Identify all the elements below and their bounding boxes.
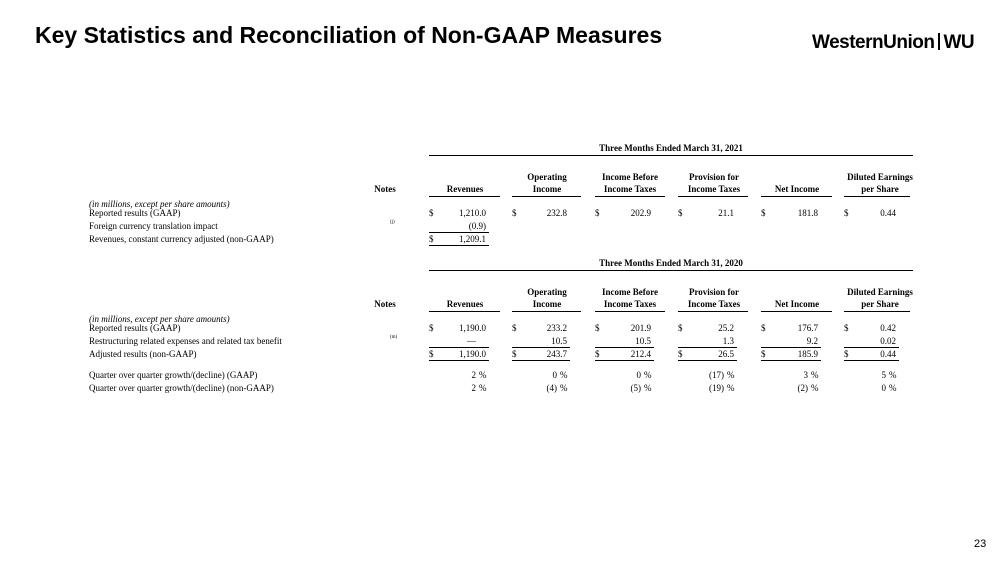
growth-value: (2) <box>797 383 808 393</box>
column-header-operating-income-line2: Income <box>532 299 562 309</box>
column-header-provision-line1: Provision for <box>688 287 740 297</box>
row-label: Restructuring related expenses and related tax benefit <box>89 336 282 346</box>
cell-underline <box>429 245 489 246</box>
column-header-provision-line2: Income Taxes <box>687 299 741 309</box>
logo-text: WesternUnion <box>812 32 935 53</box>
percent-sign: % <box>727 383 735 393</box>
currency-symbol: $ <box>595 208 600 218</box>
table-cell-value: — <box>467 336 476 346</box>
table-cell-value: 181.8 <box>797 208 818 218</box>
table-cell-value: 10.5 <box>551 336 567 346</box>
column-header-net-income: Net Income <box>774 299 820 309</box>
growth-value: 2 <box>471 370 476 380</box>
cell-underline <box>595 347 654 348</box>
table-cell-value: 1,190.0 <box>459 349 486 359</box>
growth-value: (5) <box>630 383 641 393</box>
currency-symbol: $ <box>844 208 849 218</box>
table-cell-value: 21.1 <box>718 208 734 218</box>
table-cell-value: 232.8 <box>546 208 567 218</box>
cell-underline <box>512 347 570 348</box>
row-label: Adjusted results (non-GAAP) <box>89 349 197 359</box>
table-cell-value: 202.9 <box>630 208 651 218</box>
growth-row-label: Quarter over quarter growth/(decline) (non-GAAP) <box>89 383 274 393</box>
currency-symbol: $ <box>844 323 849 333</box>
table-cell-value: 185.9 <box>797 349 818 359</box>
table-cell-value: 25.2 <box>718 323 734 333</box>
column-header-rule <box>595 196 665 197</box>
row-label: Foreign currency translation impact <box>89 221 218 231</box>
row-note: (m) <box>390 335 398 340</box>
percent-sign: % <box>644 383 652 393</box>
section-heading-rule <box>429 270 913 271</box>
currency-symbol: $ <box>429 323 434 333</box>
table-cell-value: 201.9 <box>630 323 651 333</box>
logo-mark: WU <box>943 32 975 53</box>
growth-value: (17) <box>709 370 724 380</box>
section-heading: Three Months Ended March 31, 2021 <box>599 143 743 153</box>
column-header-rule <box>761 196 832 197</box>
percent-sign: % <box>889 383 897 393</box>
cell-underline <box>761 347 821 348</box>
units-label: (in millions, except per share amounts) <box>89 199 230 209</box>
table-cell-value: 1.3 <box>722 336 734 346</box>
column-header-rule <box>678 311 748 312</box>
currency-symbol: $ <box>844 349 849 359</box>
column-header-rule <box>844 196 910 197</box>
growth-value: 0 <box>881 383 886 393</box>
column-header-revenues: Revenues <box>446 299 484 309</box>
row-note: (j) <box>390 220 395 225</box>
column-header-rule <box>429 196 500 197</box>
growth-value: (4) <box>546 383 557 393</box>
percent-sign: % <box>727 370 735 380</box>
column-header-income-before-taxes-line1: Income Before <box>601 287 659 297</box>
growth-value: 0 <box>636 370 641 380</box>
cell-underline <box>429 347 489 348</box>
cell-underline <box>429 232 489 233</box>
cell-underline <box>595 360 654 361</box>
table-cell-value: 0.44 <box>880 349 896 359</box>
column-header-revenues: Revenues <box>446 184 484 194</box>
table-cell-value: 1,190.0 <box>459 323 486 333</box>
currency-symbol: $ <box>512 208 517 218</box>
column-header-eps-line2: per Share <box>861 184 899 194</box>
column-header-income-before-taxes-line2: Income Taxes <box>603 299 657 309</box>
column-header-provision-line1: Provision for <box>688 172 740 182</box>
table-cell-value: 1,210.0 <box>459 208 486 218</box>
column-header-operating-income-line1: Operating <box>527 287 567 297</box>
growth-value: 3 <box>803 370 808 380</box>
cell-underline <box>844 360 899 361</box>
table-cell-value: 9.2 <box>806 336 818 346</box>
percent-sign: % <box>479 383 487 393</box>
column-header-rule <box>844 311 910 312</box>
units-label: (in millions, except per share amounts) <box>89 314 230 324</box>
table-cell-value: 0.02 <box>880 336 896 346</box>
cell-underline <box>678 347 737 348</box>
column-header-income-before-taxes-line1: Income Before <box>601 172 659 182</box>
cell-underline <box>678 360 737 361</box>
cell-underline <box>761 360 821 361</box>
logo-separator-icon <box>938 33 940 50</box>
column-header-eps-line1: Diluted Earnings <box>847 172 913 182</box>
currency-symbol: $ <box>512 349 517 359</box>
table-cell-value: 26.5 <box>718 349 734 359</box>
column-header-provision-line2: Income Taxes <box>687 184 741 194</box>
table-cell-value: 243.7 <box>546 349 567 359</box>
page-title: Key Statistics and Reconciliation of Non-GAAP Measures <box>35 22 663 48</box>
growth-value: 2 <box>471 383 476 393</box>
percent-sign: % <box>560 370 568 380</box>
growth-value: 0 <box>552 370 557 380</box>
currency-symbol: $ <box>429 208 434 218</box>
growth-value: (19) <box>709 383 724 393</box>
table-cell-value: 0.42 <box>880 323 896 333</box>
table-cell-value: 212.4 <box>630 349 651 359</box>
column-header-rule <box>761 311 832 312</box>
currency-symbol: $ <box>678 349 683 359</box>
column-header-rule <box>512 311 581 312</box>
table-cell-value: 176.7 <box>797 323 818 333</box>
currency-symbol: $ <box>595 323 600 333</box>
section-heading: Three Months Ended March 31, 2020 <box>599 258 743 268</box>
currency-symbol: $ <box>429 349 434 359</box>
column-header-rule <box>429 311 500 312</box>
currency-symbol: $ <box>761 208 766 218</box>
table-cell-value: 233.2 <box>546 323 567 333</box>
growth-value: 5 <box>881 370 886 380</box>
table-cell-value: (0.9) <box>468 221 486 231</box>
table-cell-value: 10.5 <box>635 336 651 346</box>
column-header-net-income: Net Income <box>774 184 820 194</box>
column-header-rule <box>678 196 748 197</box>
currency-symbol: $ <box>512 323 517 333</box>
percent-sign: % <box>644 370 652 380</box>
column-header-rule <box>512 196 581 197</box>
percent-sign: % <box>811 370 819 380</box>
currency-symbol: $ <box>429 234 434 244</box>
percent-sign: % <box>811 383 819 393</box>
column-header-rule <box>595 311 665 312</box>
currency-symbol: $ <box>678 323 683 333</box>
currency-symbol: $ <box>761 349 766 359</box>
column-header-notes: Notes <box>374 184 396 194</box>
column-header-operating-income-line2: Income <box>532 184 562 194</box>
page-number: 23 <box>974 538 987 550</box>
percent-sign: % <box>560 383 568 393</box>
cell-underline <box>512 360 570 361</box>
column-header-income-before-taxes-line2: Income Taxes <box>603 184 657 194</box>
row-label: Reported results (GAAP) <box>89 323 181 333</box>
row-label: Reported results (GAAP) <box>89 208 181 218</box>
row-label: Revenues, constant currency adjusted (non-GAAP) <box>89 234 274 244</box>
currency-symbol: $ <box>761 323 766 333</box>
section-heading-rule <box>429 155 913 156</box>
growth-row-label: Quarter over quarter growth/(decline) (GAAP) <box>89 370 258 380</box>
column-header-eps-line2: per Share <box>861 299 899 309</box>
column-header-operating-income-line1: Operating <box>527 172 567 182</box>
currency-symbol: $ <box>678 208 683 218</box>
percent-sign: % <box>479 370 487 380</box>
cell-underline <box>844 347 899 348</box>
table-cell-value: 1,209.1 <box>459 234 486 244</box>
column-header-notes: Notes <box>374 299 396 309</box>
western-union-logo <box>812 32 974 54</box>
currency-symbol: $ <box>595 349 600 359</box>
percent-sign: % <box>889 370 897 380</box>
column-header-eps-line1: Diluted Earnings <box>847 287 913 297</box>
table-cell-value: 0.44 <box>880 208 896 218</box>
cell-underline <box>429 360 489 361</box>
